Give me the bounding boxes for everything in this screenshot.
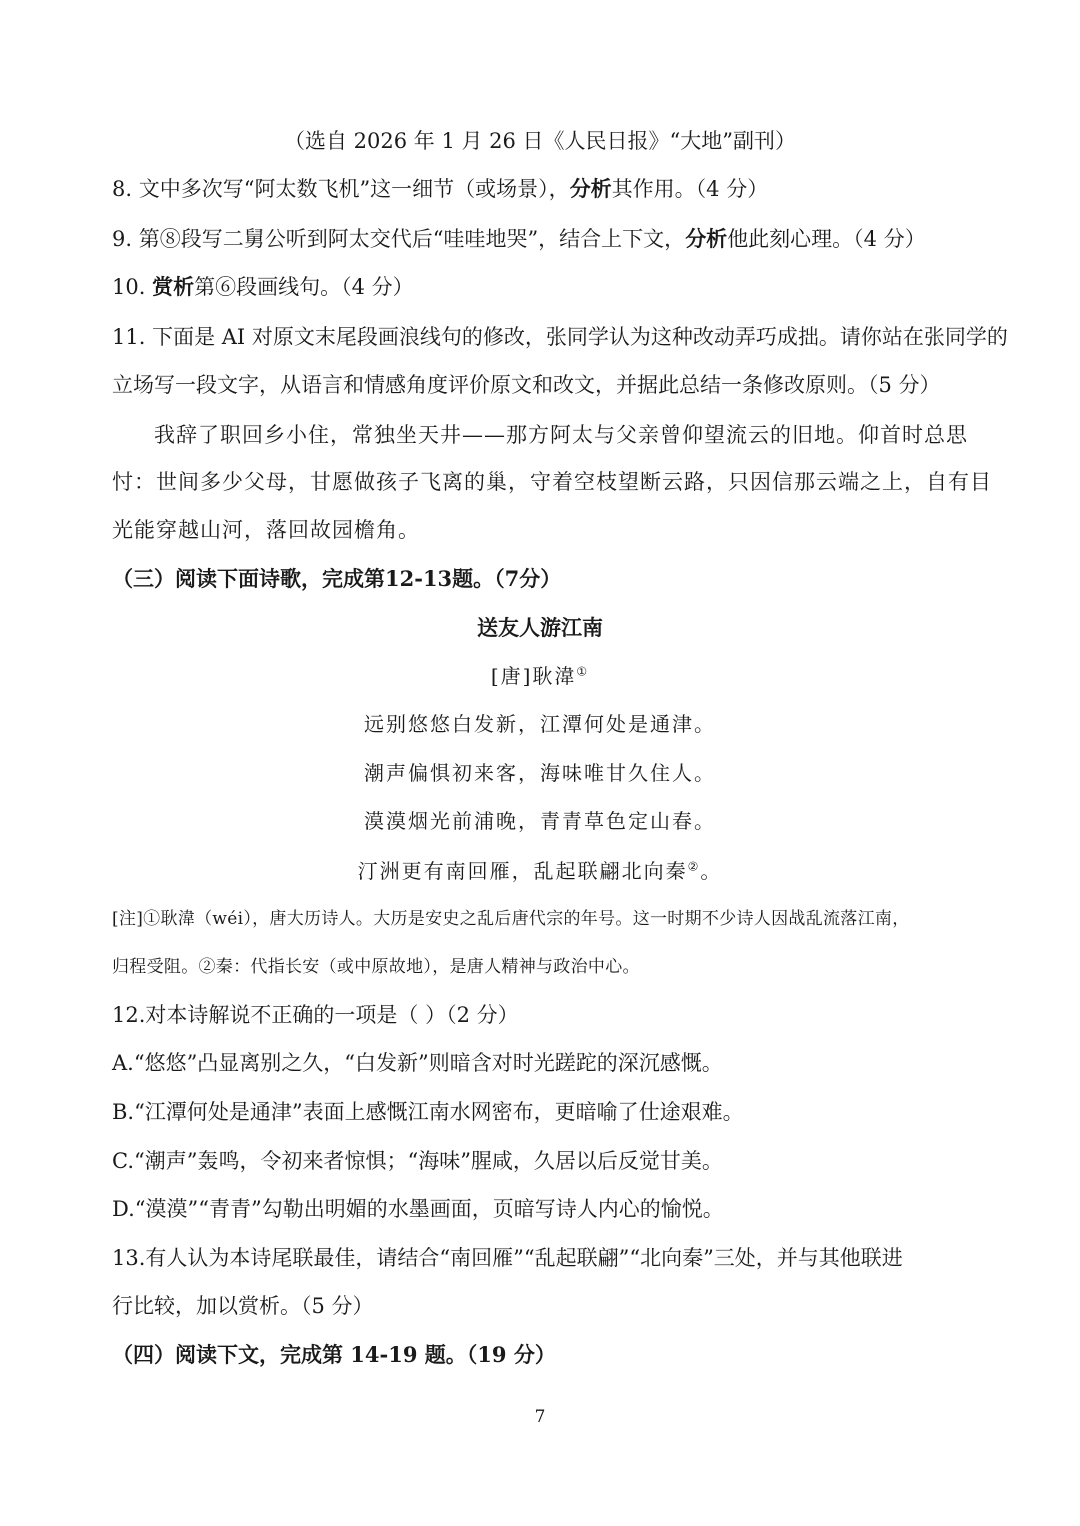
- question-12-option-a: A.“悠悠”凸显离别之久，“白发新”则暗含对时光蹉跎的深沉感慨。: [112, 1051, 723, 1075]
- poem-line-4-text: 汀洲更有南回雁，乱起联翩北向秦: [357, 859, 688, 883]
- poem-note-line2: 归程受阻。②秦：代指长安（或中原故地），是唐人精神与政治中心。: [112, 957, 640, 977]
- poem-line-4-end: 。: [700, 859, 723, 883]
- poem-author-note-mark: ①: [576, 664, 590, 679]
- revised-text-line2: 忖：世间多少父母，甘愿做孩子飞离的巢，守着空枝望断云路，只因信那云端之上，自有目: [112, 470, 992, 494]
- question-12-option-b: B.“江潭何处是通津”表面上感慨江南水网密布，更暗喻了仕途艰难。: [112, 1100, 744, 1124]
- question-9-tail: 他此刻心理。（4 分）: [727, 227, 926, 251]
- question-8: [112, 174, 768, 204]
- poem-author: [0, 661, 1080, 691]
- source-line: （选自 2026 年 1 月 26 日《人民日报》“大地”副刊）: [283, 129, 797, 153]
- revised-text-line3: 光能穿越山河，落回故园檐角。: [112, 518, 420, 542]
- question-8-tail: 其作用。（4 分）: [611, 177, 769, 201]
- question-10-num: 10.: [112, 275, 153, 299]
- question-9: [112, 224, 926, 254]
- poem-line-1: 远别悠悠白发新，江潭何处是通津。: [364, 712, 716, 736]
- question-9-text: 9. 第⑧段写二舅公听到阿太交代后“哇哇地哭”，结合上下文，: [112, 227, 686, 251]
- question-10: [112, 272, 414, 302]
- section-4-heading: （四）阅读下文，完成第 14-19 题。（19 分）: [112, 1342, 556, 1367]
- question-13-line1: 13.有人认为本诗尾联最佳，请结合“南回雁”“乱起联翩”“北向秦”三处，并与其他联进: [112, 1246, 903, 1270]
- question-11-line1: 11. 下面是 AI 对原文末尾段画浪线句的修改，张同学认为这种改动弄巧成拙。请你站在张同学的: [112, 325, 1008, 349]
- poem-line-4: [0, 856, 1080, 886]
- poem-note-line1: [注]①耿湋（wéi），唐大历诗人。大历是安史之乱后唐代宗的年号。这一时期不少诗人因战乱流落江南，: [112, 909, 910, 929]
- poem-author-name: [唐]耿湋: [490, 664, 577, 688]
- question-10-tail: 第⑥段画线句。（4 分）: [194, 275, 414, 299]
- question-12-option-d: D.“漠漠”“青青”勾勒出明媚的水墨画面，页暗写诗人内心的愉悦。: [112, 1197, 724, 1221]
- question-8-bold: 分析: [569, 176, 612, 201]
- question-12-stem: 12.对本诗解说不正确的一项是（ ）（2 分）: [112, 1003, 519, 1027]
- question-11-line2: 立场写一段文字，从语言和情感角度评价原文和改文，并据此总结一条修改原则。（5 分）: [112, 373, 941, 397]
- question-12-option-c: C.“潮声”轰鸣，令初来者惊惧；“海味”腥咸，久居以后反觉甘美。: [112, 1149, 723, 1173]
- page-number: 7: [534, 1407, 546, 1427]
- poem-line-2: 潮声偏惧初来客，海味唯甘久住人。: [364, 761, 716, 785]
- poem-title: 送友人游江南: [477, 615, 603, 640]
- question-10-bold: 赏析: [152, 274, 195, 299]
- question-9-bold: 分析: [685, 226, 728, 251]
- revised-text-line1: 我辞了职回乡小住，常独坐天井——那方阿太与父亲曾仰望流云的旧地。仰首时总思: [154, 423, 968, 447]
- section-3-heading: （三）阅读下面诗歌，完成第12-13题。（7分）: [112, 566, 562, 591]
- poem-line-3: 漠漠烟光前浦晚，青青草色定山春。: [364, 809, 716, 833]
- poem-line-4-note-mark: ②: [687, 859, 701, 874]
- question-8-text: 8. 文中多次写“阿太数飞机”这一细节（或场景），: [112, 177, 570, 201]
- question-13-line2: 行比较，加以赏析。（5 分）: [112, 1294, 374, 1318]
